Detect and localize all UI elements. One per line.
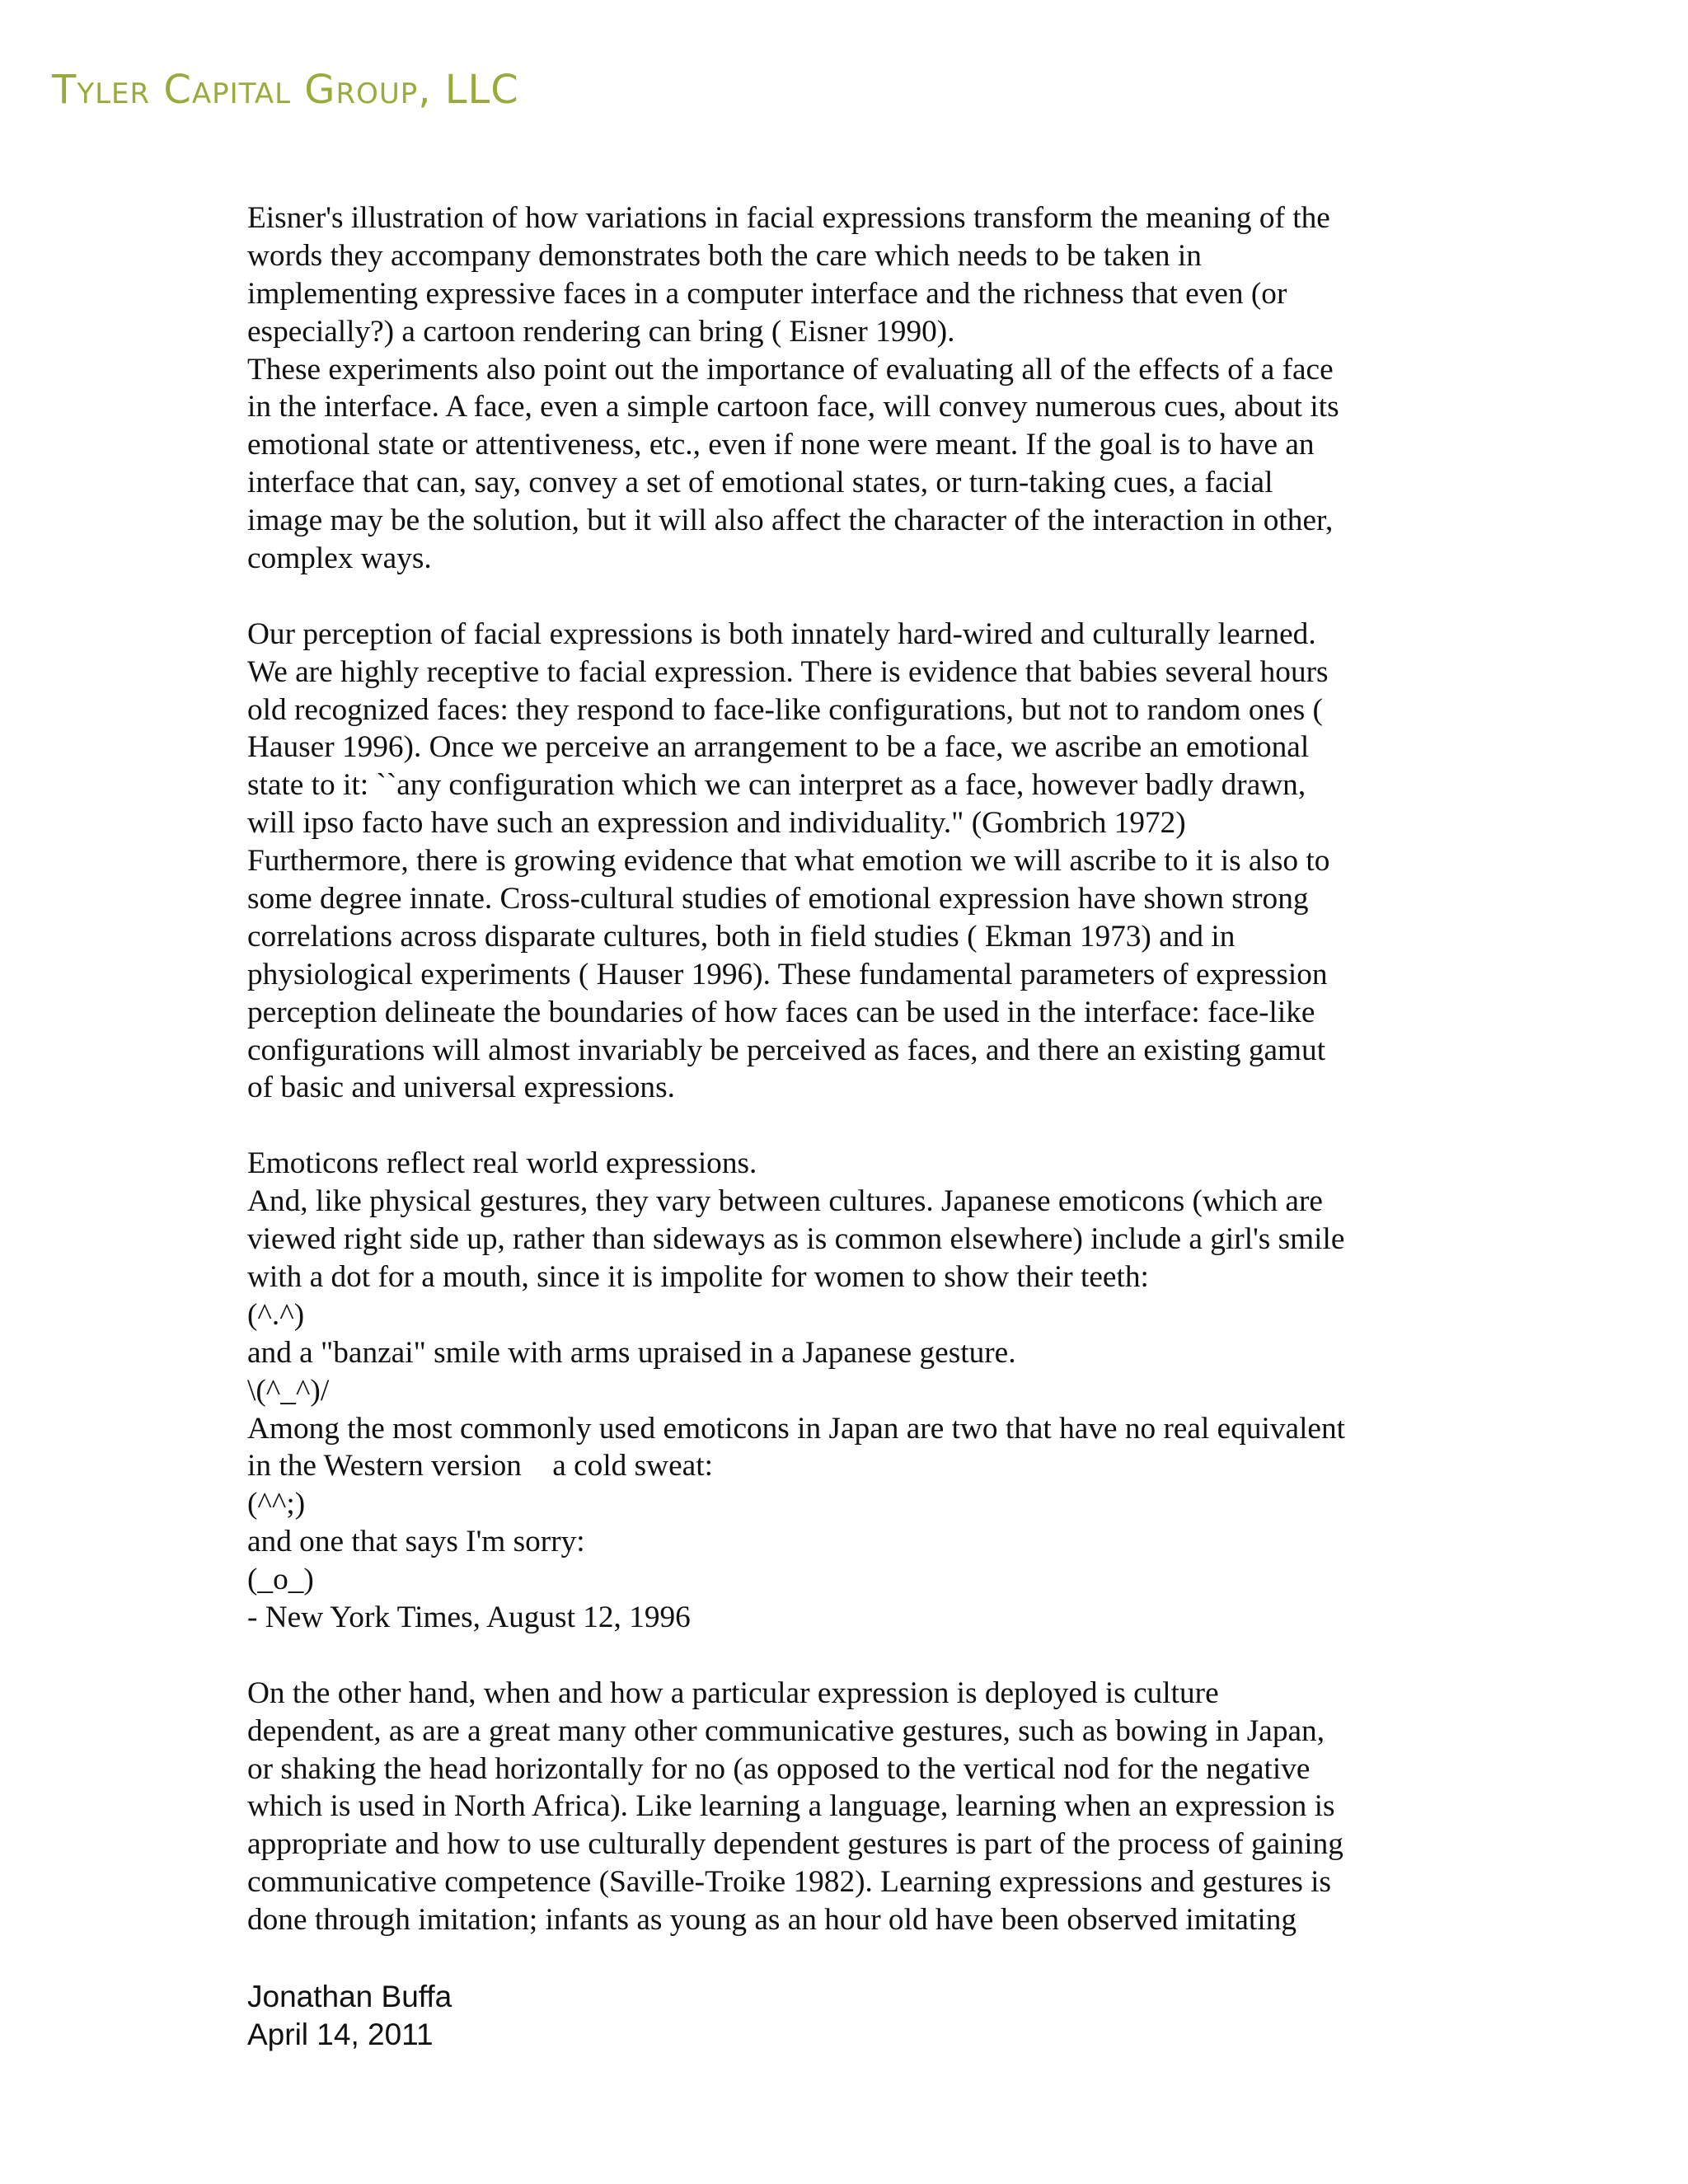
text-line: and a "banzai" smile with arms upraised in a Japanese gesture. — [247, 1335, 1016, 1370]
text-line: especially?) a cartoon rendering can bring ( Eisner 1990). — [247, 314, 955, 349]
text-line: image may be the solution, but it will also affect the character of the interaction in other, — [247, 504, 1334, 538]
text-line: Hauser 1996). Once we perceive an arrangement to be a face, we ascribe an emotional — [247, 730, 1310, 765]
text-line: \(^_^)/ — [247, 1373, 330, 1408]
paragraph-spacer — [247, 578, 1467, 616]
text-line: dependent, as are a great many other communicative gestures, such as bowing in Japan, — [247, 1713, 1325, 1748]
text-line: and one that says I'm sorry: — [247, 1525, 585, 1559]
signature-block — [247, 1978, 452, 2054]
text-line: communicative competence (Saville-Troike 1982). Learning expressions and gestures is — [247, 1865, 1332, 1900]
paragraph-spacer — [247, 1637, 1467, 1675]
text-line: emotional state or attentiveness, etc., even if none were meant. If the goal is to have an — [247, 428, 1315, 462]
text-line: some degree innate. Cross-cultural studies of emotional expression have shown strong — [247, 882, 1309, 916]
author-name: Jonathan Buffa — [247, 1980, 452, 2013]
text-line: perception delineate the boundaries of how faces can be used in the interface: face-like — [247, 995, 1315, 1029]
text-line: of basic and universal expressions. — [247, 1071, 675, 1105]
text-line: (^^;) — [247, 1487, 306, 1521]
text-line: viewed right side up, rather than sideways as is common elsewhere) include a girl's smile — [247, 1222, 1345, 1257]
text-line: correlations across disparate cultures, both in field studies ( Ekman 1973) and in — [247, 919, 1236, 954]
signature-date: April 14, 2011 — [247, 2018, 434, 2051]
text-line: - New York Times, August 12, 1996 — [247, 1600, 691, 1634]
text-line: words they accompany demonstrates both the care which needs to be taken in — [247, 238, 1202, 273]
paragraph-spacer — [247, 1107, 1467, 1145]
text-line: And, like physical gestures, they vary between cultures. Japanese emoticons (which are — [247, 1184, 1323, 1219]
text-line: configurations will almost invariably be perceived as faces, and there an existing gamut — [247, 1033, 1326, 1067]
text-line: complex ways. — [247, 541, 432, 576]
text-line: Furthermore, there is growing evidence that what emotion we will ascribe to it is also to — [247, 844, 1330, 879]
text-line: Emoticons reflect real world expressions. — [247, 1146, 757, 1181]
company-header: Tyler Capital Group, LLC — [52, 67, 519, 113]
text-line: will ipso facto have such an expression and individuality." (Gombrich 1972) — [247, 806, 1186, 841]
text-line: done through imitation; infants as young as an hour old have been observed imitating — [247, 1903, 1297, 1938]
text-line: implementing expressive faces in a computer interface and the richness that even (or — [247, 276, 1287, 311]
text-line: with a dot for a mouth, since it is impolite for women to show their teeth: — [247, 1259, 1149, 1294]
text-line: interface that can, say, convey a set of emotional states, or turn-taking cues, a facial — [247, 466, 1273, 500]
text-line: which is used in North Africa). Like learning a language, learning when an expression is — [247, 1789, 1335, 1824]
text-line: (^.^) — [247, 1297, 305, 1332]
text-line: On the other hand, when and how a particular expression is deployed is culture — [247, 1675, 1219, 1710]
text-line: Among the most commonly used emoticons in Japan are two that have no real equivalent — [247, 1411, 1345, 1446]
text-line: in the Western version a cold sweat: — [247, 1449, 713, 1483]
text-line: state to it: ``any configuration which we can interpret as a face, however badly drawn, — [247, 768, 1306, 803]
text-line: or shaking the head horizontally for no (as opposed to the vertical nod for the negative — [247, 1751, 1311, 1786]
text-line: appropriate and how to use culturally dependent gestures is part of the process of gaining — [247, 1827, 1343, 1862]
text-line: We are highly receptive to facial expression. There is evidence that babies several hours — [247, 654, 1329, 689]
text-line: Our perception of facial expressions is both innately hard-wired and culturally learned. — [247, 616, 1316, 651]
text-line: in the interface. A face, even a simple cartoon face, will convey numerous cues, about its — [247, 390, 1339, 424]
text-line: physiological experiments ( Hauser 1996). These fundamental parameters of expression — [247, 957, 1328, 991]
text-line: old recognized faces: they respond to face-like configurations, but not to random ones ( — [247, 692, 1323, 727]
text-line: Eisner's illustration of how variations in facial expressions transform the meaning of the — [247, 201, 1330, 235]
text-line: These experiments also point out the importance of evaluating all of the effects of a face — [247, 352, 1334, 387]
text-line: (_o_) — [247, 1563, 314, 1597]
document-body — [247, 199, 1467, 1939]
